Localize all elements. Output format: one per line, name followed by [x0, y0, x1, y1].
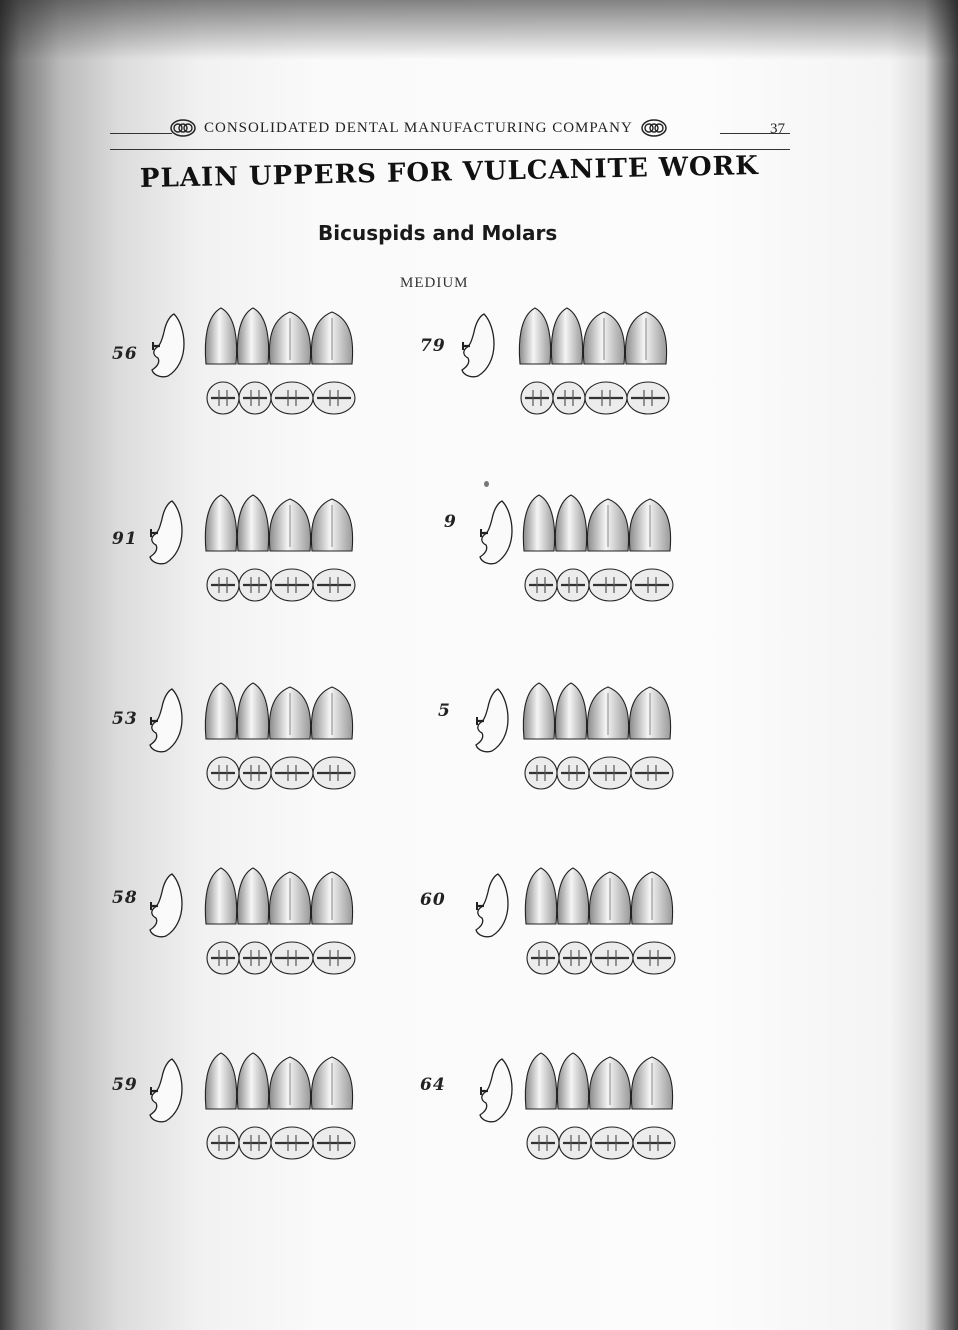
mould-number: 79	[420, 336, 446, 356]
tooth-set-illustration	[200, 1047, 372, 1163]
mould-item	[420, 1053, 688, 1163]
mould-number: 58	[112, 888, 138, 908]
mould-number: 56	[112, 344, 138, 364]
page-shadow	[0, 0, 958, 60]
mould-number: 64	[420, 1075, 446, 1095]
mould-number: 5	[438, 701, 451, 721]
tooth-set-illustration	[518, 677, 690, 793]
mould-number: 9	[444, 512, 457, 532]
mould-item	[112, 683, 372, 793]
mould-item	[428, 683, 688, 793]
tooth-set-illustration	[200, 302, 372, 418]
tooth-profile-icon	[454, 310, 504, 382]
section-label: MEDIUM	[400, 275, 469, 291]
tooth-set-illustration	[200, 489, 372, 605]
tooth-set-illustration	[200, 862, 372, 978]
mould-item	[112, 495, 372, 605]
tooth-profile-icon	[472, 497, 522, 569]
tooth-set-illustration	[520, 1047, 692, 1163]
tooth-profile-icon	[472, 1055, 522, 1127]
mould-number: 53	[112, 709, 138, 729]
tooth-set-illustration	[200, 677, 372, 793]
mould-number: 59	[112, 1075, 138, 1095]
company-name: CONSOLIDATED DENTAL MANUFACTURING COMPANY	[204, 119, 633, 136]
tooth-profile-icon	[144, 310, 194, 382]
tooth-set-illustration	[518, 489, 690, 605]
tooth-profile-icon	[142, 870, 192, 942]
tooth-profile-icon	[468, 870, 518, 942]
mould-number: 60	[420, 890, 446, 910]
header-rule-bottom	[110, 149, 790, 150]
mould-item	[428, 495, 688, 605]
header-rule-left	[110, 133, 172, 134]
mould-item	[420, 308, 688, 418]
mould-item	[112, 1053, 372, 1163]
mould-item	[112, 868, 372, 978]
page-subtitle: Bicuspids and Molars	[318, 221, 558, 245]
cdm-monogram-icon	[641, 119, 667, 137]
tooth-profile-icon	[468, 685, 518, 757]
page-number: 37	[770, 121, 785, 137]
cdm-monogram-icon	[170, 119, 196, 137]
print-speck	[484, 481, 489, 487]
page-title: PLAIN UPPERS FOR VULCANITE WORK	[139, 151, 760, 194]
mould-item	[112, 308, 372, 418]
tooth-set-illustration	[514, 302, 686, 418]
tooth-set-illustration	[520, 862, 692, 978]
mould-item	[420, 868, 688, 978]
mould-number: 91	[112, 529, 138, 549]
tooth-profile-icon	[142, 685, 192, 757]
tooth-profile-icon	[142, 497, 192, 569]
tooth-profile-icon	[142, 1055, 192, 1127]
running-head	[170, 119, 720, 137]
